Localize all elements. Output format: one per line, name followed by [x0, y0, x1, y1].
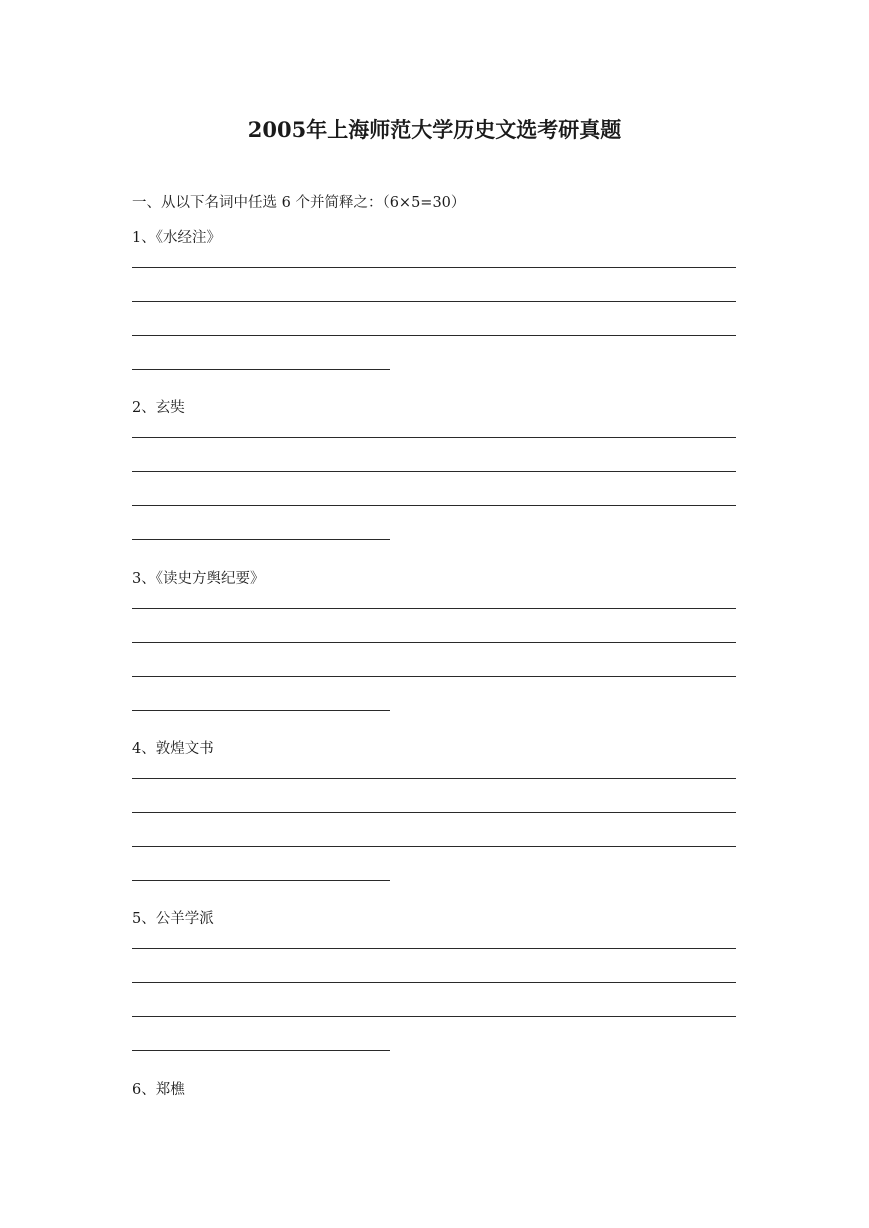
answer-line [132, 812, 736, 813]
answer-line [132, 335, 736, 336]
answer-line [132, 846, 736, 847]
question-label: 3、《读史方舆纪要》 [132, 571, 265, 587]
document-title: 2005年上海师范大学历史文选考研真题 [247, 117, 622, 142]
question-label: 6、郑樵 [132, 1082, 185, 1098]
question-label: 5、公羊学派 [132, 911, 214, 927]
answer-line [132, 778, 736, 779]
answer-line [132, 948, 736, 949]
answer-line [132, 676, 736, 677]
answer-line [132, 301, 736, 302]
answer-line [132, 539, 390, 540]
answer-line [132, 642, 736, 643]
question-label: 1、《水经注》 [132, 230, 221, 246]
answer-line [132, 710, 390, 711]
answer-line [132, 471, 736, 472]
answer-line [132, 880, 390, 881]
section-heading: 一、从以下名词中任选 6 个并简释之：（6×5=30） [132, 195, 466, 211]
answer-line [132, 1050, 390, 1051]
answer-line [132, 369, 390, 370]
answer-line [132, 982, 736, 983]
answer-line [132, 267, 736, 268]
question-label: 2、玄奘 [132, 400, 185, 416]
answer-line [132, 437, 736, 438]
answer-line [132, 1016, 736, 1017]
answer-line [132, 505, 736, 506]
question-label: 4、敦煌文书 [132, 741, 214, 757]
answer-line [132, 608, 736, 609]
